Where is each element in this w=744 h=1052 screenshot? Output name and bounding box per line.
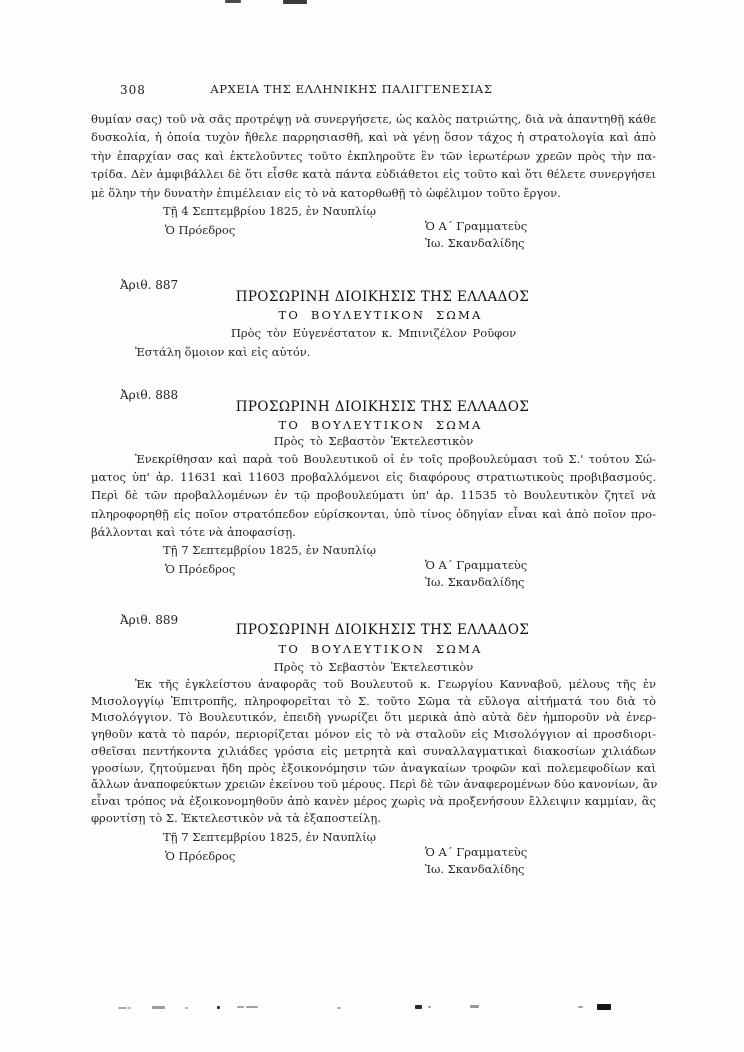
scan-artifact — [428, 1006, 431, 1008]
date-line: Τῇ 7 Σεπτεμβρίου 1825, ἐν Ναυπλίῳ — [163, 830, 377, 845]
document-footer-886 — [91, 203, 656, 268]
president-signature: Ὁ Πρόεδρος — [165, 849, 236, 864]
document-addressee: Πρὸς τὸ Σεβαστὸν Ἐκτελεστικὸν — [273, 660, 474, 674]
document-888 — [91, 387, 656, 607]
page-number: 308 — [120, 83, 146, 97]
document-title: ΠΡΟΣΩΡΙΝΗ ΔΙΟΙΚΗΣΙΣ ΤΗΣ ΕΛΛΑΔΟΣ — [235, 399, 530, 415]
scan-artifact — [597, 1004, 611, 1010]
secretary-signature-name: Ἰω. Σκανδαλίδης — [425, 235, 525, 250]
secretary-signature-title: Ὁ Α΄ Γραμματεὺς — [425, 219, 528, 233]
document-number: Ἀριθ. 889 — [120, 613, 179, 627]
document-887 — [91, 277, 656, 361]
secretary-signature — [425, 557, 527, 590]
scan-artifact — [246, 1006, 258, 1008]
document-subtitle: ΤΟ ΒΟΥΛΕΥΤΙΚΟΝ ΣΩΜΑ — [278, 418, 483, 432]
body-line: Ἐστάλη ὅμοιον καὶ εἰς αὐτόν. — [135, 345, 311, 359]
scan-artifact — [415, 1005, 422, 1009]
document-number: Ἀριθ. 888 — [120, 388, 179, 402]
document-addressee: Πρὸς τὸ Σεβαστὸν Ἐκτελεστικὸν — [273, 434, 474, 448]
secretary-signature-name: Ἰω. Σκανδαλίδης — [425, 861, 525, 876]
body-line: Ἐκ τῆς ἐγκλείστου ἀναφορᾶς τοῦ Βουλευτοῦ κ. Γεωργίου Κανναβοῦ, μέλους τῆς ἐν — [135, 677, 656, 691]
scan-artifact — [237, 1006, 244, 1008]
page-header — [91, 82, 656, 99]
body-line: Μισολόγγιον. Τὸ Βουλευτικόν, ἐπειδὴ γνωρίζει ὅτι μερικὰ ἀπὸ αὐτὰ δὲν ἠμποροῦν νὰ ἐνερ- — [91, 710, 656, 725]
scan-artifact — [283, 0, 307, 4]
scan-artifact — [185, 1007, 188, 1009]
date-line: Τῇ 7 Σεπτεμβρίου 1825, ἐν Ναυπλίῳ — [163, 543, 377, 558]
body-line: βάλλονται καὶ τότε νὰ ἀποφασίσῃ. — [91, 524, 296, 539]
document-subtitle: ΤΟ ΒΟΥΛΕΥΤΙΚΟΝ ΣΩΜΑ — [278, 308, 483, 322]
body-line: ἄλλων ἀναποφεύκτων χρειῶν ἐκείνου τοῦ μέρους. Περὶ δὲ τῶν ἀναφερομένων δύο κανονίων, ἂν — [91, 777, 658, 792]
continuation-paragraph — [91, 110, 656, 202]
secretary-signature — [425, 218, 527, 251]
document-889 — [91, 612, 656, 894]
body-line: Περὶ δὲ τῶν προβαλλομένων ἐν τῷ προβουλεύματι ὑπ' ἀρ. 11535 τὸ Βουλευτικὸν ζητεῖ νὰ — [91, 488, 656, 503]
body-line: δυσκολία, ἡ ὁποία τυχὸν ἤθελε παρρησιασθῆ, καὶ νὰ γένῃ ὅσον τάχος ἡ στρατολογία καὶ ἀπὸ — [91, 130, 656, 145]
body-line: τὴν ἐπαρχίαν σας καὶ ἐκτελοῦντες τοῦτο ἐκπληροῦτε ἓν τῶν ἱερωτέρων χρεῶν πρὸς τὴν πα- — [91, 148, 656, 163]
signature-row — [91, 846, 656, 894]
secretary-signature-name: Ἰω. Σκανδαλίδης — [425, 574, 525, 589]
body-line: τρίδα. Δὲν ἀμφιβάλλει δὲ ὅτι εἶσθε κατὰ πάντα εὐδιάθετοι εἰς τοῦτο καὶ ὅτι θέλετε συνεργήσει — [91, 167, 656, 182]
scan-artifact — [470, 1005, 479, 1008]
body-line: πληροφορηθῇ εἰς ποῖον στρατόπεδον εὑρίσκονται, ὑπὸ τίνος ὁδηγίαν εἶναι καὶ ἀπὸ ποῖον προ- — [91, 506, 656, 521]
document-body — [91, 676, 656, 826]
scan-artifact — [152, 1006, 165, 1009]
scan-artifact — [337, 1007, 341, 1009]
document-title: ΠΡΟΣΩΡΙΝΗ ΔΙΟΙΚΗΣΙΣ ΤΗΣ ΕΛΛΑΔΟΣ — [235, 289, 530, 305]
body-line: μὲ ὅλην τὴν δυνατὴν ἐπιμέλειαν εἰς τὸ νὰ κατορθωθῇ τὸ ὠφέλιμον τοῦτο ἔργον. — [91, 185, 561, 200]
secretary-signature — [425, 844, 527, 877]
body-line: εἶναι τρόπος νὰ ἐξοικονομηθοῦν ἀπὸ κανὲν μέρος χωρὶς νὰ προξενήσουν ἔλλειψιν καμμίαν, ἂς — [91, 793, 656, 808]
document-title: ΠΡΟΣΩΡΙΝΗ ΔΙΟΙΚΗΣΙΣ ΤΗΣ ΕΛΛΑΔΟΣ — [235, 622, 530, 638]
scan-artifact — [578, 1006, 583, 1008]
document-body — [91, 450, 656, 541]
scan-artifact — [128, 1007, 131, 1009]
scan-artifact — [217, 1006, 220, 1009]
body-line: θυμίαν σας) τοῦ νὰ σᾶς προτρέψῃ νὰ συνεργήσετε, ὡς καλὸς πατριώτης, διὰ νὰ ἀπαντηθῇ κάθε — [91, 112, 656, 126]
signature-row — [91, 220, 656, 268]
president-signature: Ὁ Πρόεδρος — [165, 562, 236, 577]
journal-header-title: ΑΡΧΕΙΑ ΤΗΣ ΕΛΛΗΝΙΚΗΣ ΠΑΛΙΓΓΕΝΕΣΙΑΣ — [210, 82, 493, 96]
scan-artifact — [118, 1007, 127, 1009]
document-addressee: Πρὸς τὸν Εὐγενέστατον κ. Μπινιζέλον Ροῦφον — [230, 326, 517, 340]
body-line: φροντίσῃ τὸ Σ. Ἐκτελεστικὸν νὰ τὰ ἐξαποστείλῃ. — [91, 810, 381, 825]
president-signature: Ὁ Πρόεδρος — [165, 223, 236, 237]
document-subtitle: ΤΟ ΒΟΥΛΕΥΤΙΚΟΝ ΣΩΜΑ — [278, 642, 483, 656]
body-line: Ἐνεκρίθησαν καὶ παρὰ τοῦ Βουλευτικοῦ οἱ ἐν τοῖς προβουλεύμασι τοῦ Σ.' τούτου Σώ- — [135, 452, 656, 466]
body-line: γροσίων, ζητούμεναι ἤδη πρὸς ἐξοικονόμησιν τῶν ἀναγκαίων τροφῶν καὶ πολεμεφοδίων καὶ — [91, 760, 656, 775]
date-line: Τῇ 4 Σεπτεμβρίου 1825, ἐν Ναυπλίῳ — [163, 204, 377, 218]
body-line: σθεῖσαι πεντήκοντα χιλιάδες γρόσια εἰς μετρητὰ καὶ συναλλαγματικαὶ διακοσίων χιλιάδων — [91, 743, 656, 758]
scan-artifact — [225, 0, 241, 3]
body-line: γηθοῦν κατὰ τὸ παρόν, περιορίζεται μόνον εἰς τὸ νὰ σταλοῦν εἰς Μισολόγγιον αἱ προσδιορι- — [91, 727, 656, 742]
signature-row — [91, 559, 656, 607]
body-line: ματος ὑπ' ἀρ. 11631 καὶ 11603 προβαλλόμενοι εἰς διαφόρους στρατιωτικοὺς προβιβασμούς. — [91, 470, 656, 485]
secretary-signature-title: Ὁ Α΄ Γραμματεὺς — [425, 845, 528, 860]
body-line: Μισολογγίῳ Ἐπιτροπῆς, πληροφορεῖται τὸ Σ. τοῦτο Σῶμα τὰ εὔλογα αἰτήματά του διὰ τὸ — [91, 693, 656, 708]
secretary-signature-title: Ὁ Α΄ Γραμματεὺς — [425, 558, 528, 573]
document-number: Ἀριθ. 887 — [120, 278, 179, 292]
